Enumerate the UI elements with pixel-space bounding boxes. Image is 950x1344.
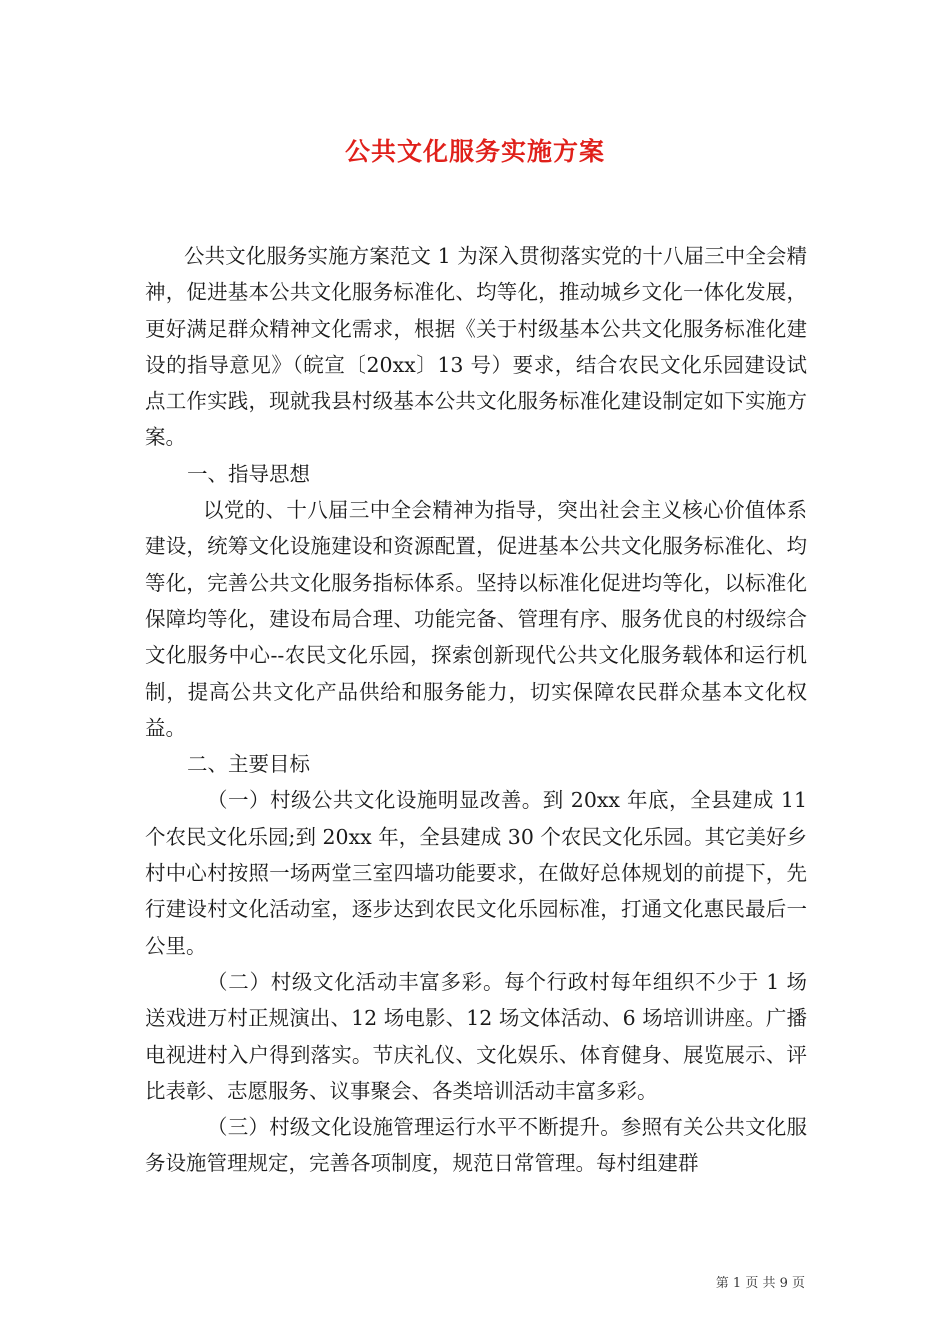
goal-paragraph-3: （三）村级文化设施管理运行水平不断提升。参照有关公共文化服务设施管理规定，完善各项制度，规范日常管理。每村组建群 [145,1115,807,1176]
page-number-footer: 第 1 页 共 9 页 [715,1276,805,1291]
guiding-ideology-paragraph: 以党的、十八届三中全会精神为指导，突出社会主义核心价值体系建设，统筹文化设施建设和资源配置，促进基本公共文化服务标准化、均等化，完善公共文化服务指标体系。坚持以标准化促进均等化，以标准化保障均等化，建设布局合理、功能完备、管理有序、服务优良的村级综合文化服务中心--农民文化乐园，探索创新现代公共文化服务载体和运行机制，提高公共文化产品供给和服务能力，切实保障农民群众基本文化权益。 [145,498,807,740]
document-title: 公共文化服务实施方案 [344,137,605,166]
section-heading-main-goals: 二、主要目标 [187,752,310,777]
section-heading-guiding-ideology: 一、指导思想 [187,461,310,486]
document-body [145,238,807,1182]
goal-paragraph-1: （一）村级公共文化设施明显改善。到 20xx 年底，全县建成 11 个农民文化乐园;到 20xx 年，全县建成 30 个农民文化乐园。其它美好乡村中心村按照一场两堂三室四墙功能要求，在做好总体规划的前提下，先行建设村文化活动室，逐步达到农民文化乐园标准，打通文化惠民最后一公里。 [145,788,807,958]
goal-paragraph-2: （二）村级文化活动丰富多彩。每个行政村每年组织不少于 1 场送戏进万村正规演出、12 场电影、12 场文体活动、6 场培训讲座。广播电视进村入户得到落实。节庆礼仪、文化娱乐、体育健身、展览展示、评比表彰、志愿服务、议事聚会、各类培训活动丰富多彩。 [145,969,807,1103]
intro-paragraph: 公共文化服务实施方案范文 1 为深入贯彻落实党的十八届三中全会精神，促进基本公共文化服务标准化、均等化，推动城乡文化一体化发展，更好满足群众精神文化需求，根据《关于村级基本公共文化服务标准化建设的指导意见》（皖宣〔20xx〕13 号）要求，结合农民文化乐园建设试点工作实践，现就我县村级基本公共文化服务标准化建设制定如下实施方案。 [145,244,807,450]
